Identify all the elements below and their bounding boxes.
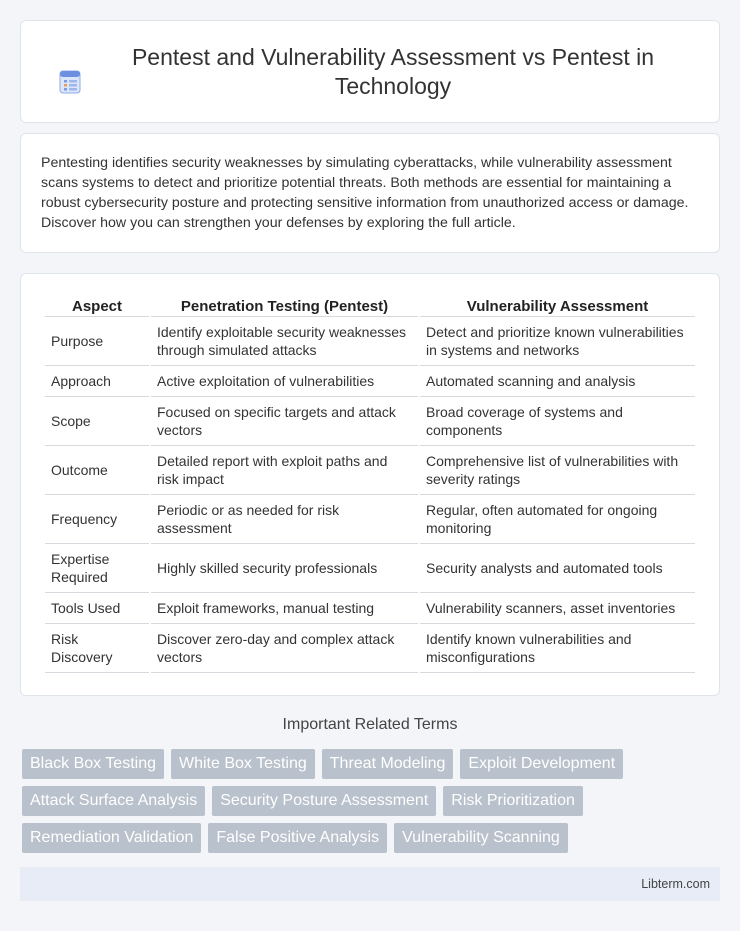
comparison-table [43,294,697,673]
table-row [45,317,695,366]
tag-attack-surface-analysis[interactable]: Attack Surface Analysis [22,786,205,816]
summary-card [20,133,720,253]
row-pentest: Identify exploitable security weaknesses through simulated attacks [151,317,418,366]
tag-vulnerability-scanning[interactable]: Vulnerability Scanning [394,823,568,853]
table-header-row [45,294,695,317]
row-vuln: Regular, often automated for ongoing monitoring [420,495,695,544]
tag-row [22,786,722,816]
header-vuln-assessment: Vulnerability Assessment [420,294,695,317]
title-wrap [50,43,690,101]
document-list-icon [57,69,83,95]
row-aspect: Approach [45,366,149,397]
table-row [45,593,695,624]
table-row [45,544,695,593]
row-vuln: Detect and prioritize known vulnerabilities in systems and networks [420,317,695,366]
tag-false-positive-analysis[interactable]: False Positive Analysis [208,823,387,853]
tag-white-box-testing[interactable]: White Box Testing [171,749,315,779]
row-aspect: Frequency [45,495,149,544]
row-vuln: Identify known vulnerabilities and misconfigurations [420,624,695,673]
row-aspect: Tools Used [45,593,149,624]
row-pentest: Detailed report with exploit paths and risk impact [151,446,418,495]
row-pentest: Focused on specific targets and attack vectors [151,397,418,446]
header-pentest: Penetration Testing (Pentest) [151,294,418,317]
row-vuln: Comprehensive list of vulnerabilities with severity ratings [420,446,695,495]
row-vuln: Broad coverage of systems and components [420,397,695,446]
table-row [45,495,695,544]
row-aspect: Purpose [45,317,149,366]
row-pentest: Highly skilled security professionals [151,544,418,593]
comparison-table-card [20,273,720,696]
tag-black-box-testing[interactable]: Black Box Testing [22,749,164,779]
tag-risk-prioritization[interactable]: Risk Prioritization [443,786,583,816]
row-vuln: Automated scanning and analysis [420,366,695,397]
table-row [45,624,695,673]
related-terms-heading: Important Related Terms [282,716,458,733]
related-terms-list [22,749,722,860]
tag-remediation-validation[interactable]: Remediation Validation [22,823,201,853]
row-pentest: Exploit frameworks, manual testing [151,593,418,624]
row-vuln: Vulnerability scanners, asset inventories [420,593,695,624]
row-aspect: Outcome [45,446,149,495]
table-row [45,446,695,495]
tag-exploit-development[interactable]: Exploit Development [460,749,623,779]
header-aspect: Aspect [45,294,149,317]
tag-row [22,749,722,779]
page-title: Pentest and Vulnerability Assessment vs Pentest in Technology [131,43,655,99]
title-card [20,20,720,123]
table-row [45,397,695,446]
footer [20,867,720,901]
row-aspect: Risk Discovery [45,624,149,673]
row-pentest: Active exploitation of vulnerabilities [151,366,418,397]
row-aspect: Expertise Required [45,544,149,593]
row-pentest: Discover zero-day and complex attack vectors [151,624,418,673]
tag-threat-modeling[interactable]: Threat Modeling [322,749,454,779]
row-pentest: Periodic or as needed for risk assessment [151,495,418,544]
row-aspect: Scope [45,397,149,446]
tag-row [22,823,722,853]
tag-security-posture-assessment[interactable]: Security Posture Assessment [212,786,436,816]
row-vuln: Security analysts and automated tools [420,544,695,593]
footer-site-link[interactable]: Libterm.com [641,877,710,891]
table-row [45,366,695,397]
summary-text: Pentesting identifies security weaknesses by simulating cyberattacks, while vulnerability assessment scans systems to detect and prioritize potential threats. Both methods are essential for maintaining a robust cybersecurity posture and protecting sensitive information from unauthorized access or damage. Discover how you can strengthen your defenses by exploring the full article. [41,155,689,231]
